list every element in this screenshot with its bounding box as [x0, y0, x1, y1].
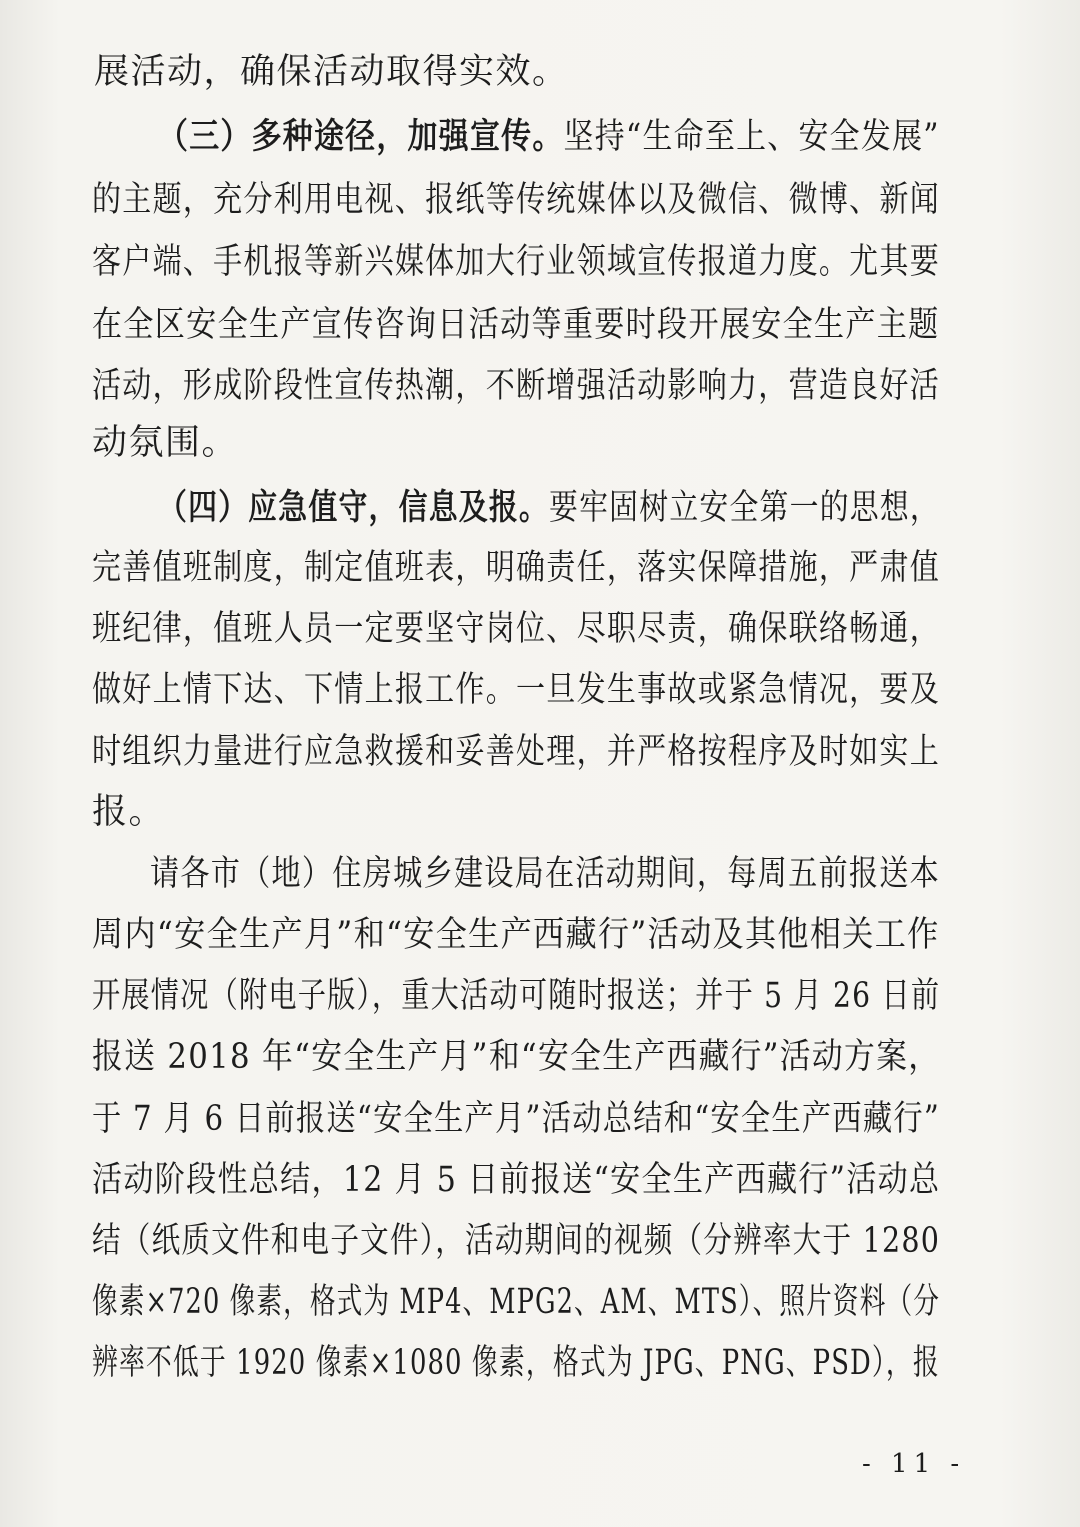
body-line [94, 50, 569, 94]
line-text: 辨率不低于 1920 像素×1080 像素，格式为 JPG、PNG、PSD），报 [92, 1343, 940, 1383]
body-line [92, 364, 940, 408]
line-text: 客户端、手机报等新兴媒体加大行业领域宣传报道力度。尤其要 [92, 242, 941, 282]
line-text: 于 7 月 6 日前报送“安全生产月”活动总结和“安全生产西藏行” [92, 1099, 941, 1139]
line-text: 展活动，确保活动取得实效。 [94, 52, 569, 92]
body-line [92, 240, 940, 284]
body-line [92, 607, 940, 651]
line-text: 报。 [92, 792, 166, 832]
section-heading-line [158, 486, 940, 530]
line-text: 请各市（地）住房城乡建设局在活动期间，每周五前报送本 [150, 854, 941, 894]
body-line [92, 1035, 940, 1079]
section-heading: （四）应急值守，信息及报。 [158, 487, 550, 528]
line-text: 完善值班制度，制定值班表，明确责任，落实保障措施，严肃值 [92, 548, 941, 588]
line-text: 时组织力量进行应急救援和妥善处理，并严格按程序及时如实上 [92, 732, 941, 772]
line-text: 周内“安全生产月”和“安全生产西藏行”活动及其他相关工作 [92, 915, 940, 955]
line-text: 做好上情下达、下情上报工作。一旦发生事故或紧急情况，要及 [92, 670, 941, 710]
line-text: 要牢固树立安全第一的思想， [549, 488, 941, 528]
body-line [92, 1280, 940, 1324]
body-line [92, 668, 940, 712]
section-heading: （三）多种途径，加强宣传。 [158, 116, 564, 157]
line-text: 动氛围。 [92, 423, 239, 463]
line-text: 开展情况（附电子版），重大活动可随时报送；并于 5 月 26 日前 [92, 976, 941, 1016]
body-line [92, 790, 165, 834]
line-text: 活动阶段性总结，12 月 5 日前报送“安全生产西藏行”活动总 [92, 1160, 941, 1200]
section-heading-line [158, 115, 940, 159]
line-text: 报送 2018 年“安全生产月”和“安全生产西藏行”活动方案， [92, 1037, 941, 1077]
body-line [92, 913, 940, 957]
body-line [92, 974, 940, 1018]
body-line [92, 421, 238, 465]
line-text: 坚持“生命至上、安全发展” [563, 117, 940, 157]
body-line [92, 1341, 940, 1385]
body-line [92, 730, 940, 774]
page-number: - 11 - [862, 1449, 966, 1479]
paragraph-start-line [150, 852, 940, 896]
body-line [92, 1219, 940, 1263]
line-text: 活动，形成阶段性宣传热潮，不断增强活动影响力，营造良好活 [92, 366, 941, 406]
body-line [92, 546, 940, 590]
line-text: 的主题，充分利用电视、报纸等传统媒体以及微信、微博、新闻 [92, 180, 941, 220]
line-text: 结（纸质文件和电子文件），活动期间的视频（分辨率大于 1280 [92, 1221, 941, 1261]
body-line [92, 178, 940, 222]
line-text: 在全区安全生产宣传咨询日活动等重要时段开展安全生产主题 [92, 305, 940, 345]
body-line [92, 1158, 940, 1202]
body-line [92, 1097, 940, 1141]
line-text: 像素×720 像素，格式为 MP4、MPG2、AM、MTS）、照片资料（分 [92, 1282, 940, 1322]
body-line [92, 303, 940, 347]
line-text: 班纪律，值班人员一定要坚守岗位、尽职尽责，确保联络畅通， [92, 609, 941, 649]
